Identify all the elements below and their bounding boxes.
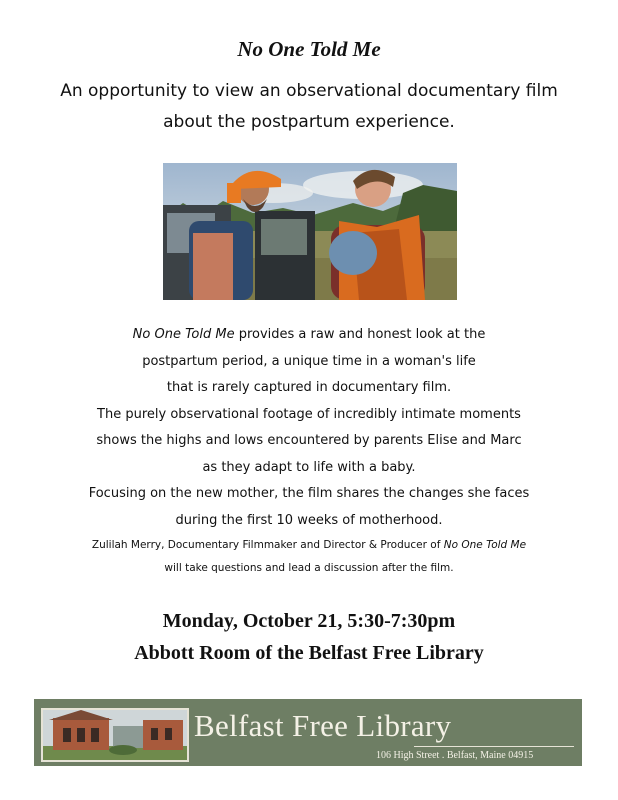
banner-divider <box>414 746 574 747</box>
credit-line-2: will take questions and lead a discussion after the film. <box>164 562 454 574</box>
film-description <box>0 322 618 534</box>
credit-line-1-text: Zulilah Merry, Documentary Filmmaker and Director & Producer of <box>91 539 444 551</box>
description-line-4: The purely observational footage of incredibly intimate moments <box>97 406 521 422</box>
description-line-3: that is rarely captured in documentary film. <box>166 380 452 395</box>
library-building-image <box>41 708 189 762</box>
description-line-1-rest: provides a raw and honest look at the <box>234 327 486 342</box>
library-name: Belfast Free Library <box>194 708 452 743</box>
description-line-2: postpartum period, a unique time in a woman's life <box>142 353 476 369</box>
credit-film-title: No One Told Me <box>443 539 527 551</box>
library-banner <box>34 699 582 766</box>
credit-line-1 <box>0 534 618 557</box>
description-line-8: during the first 10 weeks of motherhood. <box>175 512 443 528</box>
description-line-1 <box>0 322 618 349</box>
description-line-7: Focusing on the new mother, the film shares the changes she faces <box>88 486 530 501</box>
flyer-title: No One Told Me <box>237 37 381 61</box>
film-still-photo <box>163 163 457 300</box>
event-date: Monday, October 21, 5:30-7:30pm <box>162 610 456 632</box>
flyer-subtitle <box>0 76 618 138</box>
event-venue: Abbott Room of the Belfast Free Library <box>134 642 484 664</box>
subtitle-line-2: about the postpartum experience. <box>163 112 455 132</box>
description-line-5: shows the highs and lows encountered by parents Elise and Marc <box>96 433 522 448</box>
library-address: 106 High Street . Belfast, Maine 04915 <box>376 750 534 761</box>
description-line-6: as they adapt to life with a baby. <box>202 459 416 475</box>
subtitle-line-1: An opportunity to view an observational documentary film <box>60 81 558 101</box>
filmmaker-credit <box>0 534 618 580</box>
description-film-title: No One Told Me <box>132 327 235 342</box>
